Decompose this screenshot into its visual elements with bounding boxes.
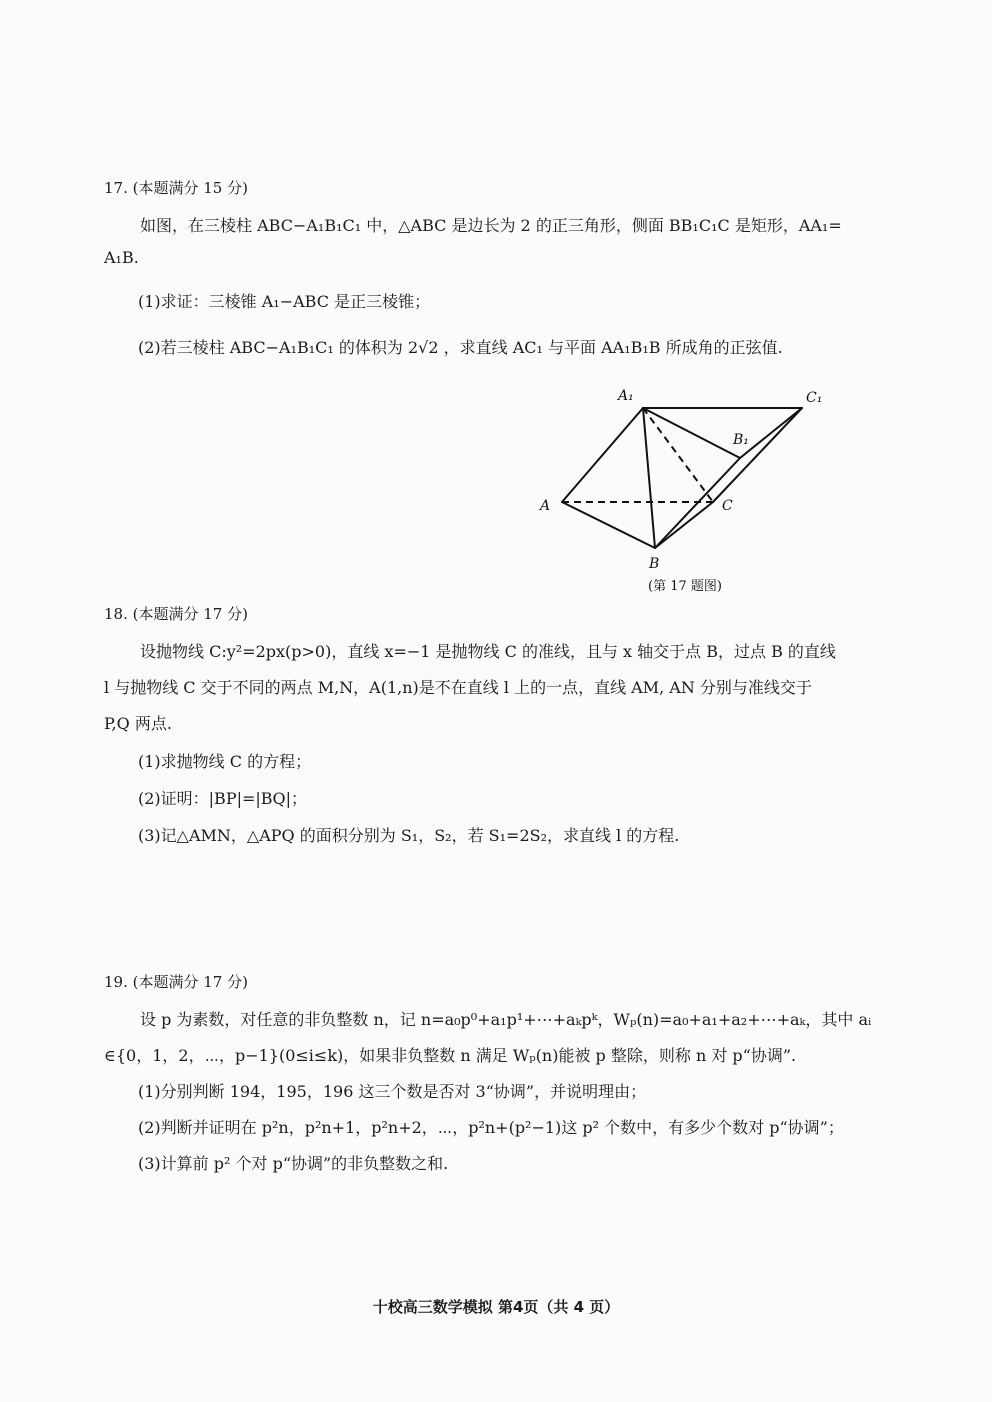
edge-a1-b	[643, 408, 655, 548]
vertex-label-a1: A₁	[618, 388, 634, 404]
question-17-stem-line-2: A₁B.	[104, 248, 139, 267]
question-18-stem-line-1: 设抛物线 C:y²=2px(p>0)，直线 x=−1 是抛物线 C 的准线，且与 x 轴交于点 B，过点 B 的直线	[140, 642, 836, 661]
vertex-label-b1: B₁	[733, 432, 749, 448]
edge-c1-b1	[740, 408, 802, 458]
edge-c1-c	[713, 408, 802, 502]
question-18-part-1: (1)求抛物线 C 的方程；	[138, 752, 312, 771]
question-19-part-1: (1)分别判断 194，195，196 这三个数是否对 3“协调”，并说明理由；	[138, 1082, 647, 1101]
question-17-part-1: (1)求证：三棱锥 A₁−ABC 是正三棱锥；	[138, 292, 431, 311]
edge-a1-c-hidden	[643, 408, 713, 502]
prism-figure	[530, 384, 840, 596]
question-19-stem-line-2: ∈{0，1，2，⋯，p−1}(0≤i≤k)，如果非负整数 n 满足 Wₚ(n)能被 p 整除，则称 n 对 p“协调”.	[104, 1046, 797, 1065]
question-19	[104, 972, 872, 1174]
edge-a1-b1	[643, 408, 740, 458]
vertex-label-b: B	[649, 556, 660, 572]
question-19-header: 19. (本题满分 17 分)	[104, 973, 248, 991]
question-18-part-2: (2)证明：|BP|=|BQ|；	[138, 789, 308, 808]
figure-caption: (第 17 题图)	[648, 579, 722, 594]
question-17-header: 17. (本题满分 15 分)	[104, 179, 248, 197]
question-18-part-3: (3)记△AMN，△APQ 的面积分别为 S₁，S₂，若 S₁=2S₂，求直线 l 的方程.	[138, 826, 680, 845]
page-footer: 十校高三数学模拟 第4页（共 4 页）	[372, 1298, 620, 1316]
question-19-stem-line-1: 设 p 为素数，对任意的非负整数 n，记 n=a₀p⁰+a₁p¹+⋯+aₖpᵏ，Wₚ(n)=a₀+a₁+a₂+⋯+aₖ，其中 aᵢ	[140, 1010, 872, 1029]
question-19-part-2: (2)判断并证明在 p²n，p²n+1，p²n+2，⋯，p²n+(p²−1)这 p² 个数中，有多少个数对 p“协调”；	[138, 1118, 844, 1137]
question-19-part-3: (3)计算前 p² 个对 p“协调”的非负整数之和.	[138, 1154, 449, 1173]
question-17-part-2: (2)若三棱柱 ABC−A₁B₁C₁ 的体积为 2√2 ，求直线 AC₁ 与平面 AA₁B₁B 所成角的正弦值.	[138, 338, 783, 357]
edge-a-b	[562, 502, 655, 548]
vertex-label-c: C	[722, 498, 733, 514]
question-18-stem-line-3: P,Q 两点.	[104, 714, 172, 733]
vertex-label-c1: C₁	[806, 390, 823, 406]
question-17	[104, 178, 864, 358]
question-18-header: 18. (本题满分 17 分)	[104, 605, 248, 623]
question-18-stem-line-2: l 与抛物线 C 交于不同的两点 M,N，A(1,n)是不在直线 l 上的一点，直线 AM, AN 分别与准线交于	[104, 678, 812, 697]
vertex-label-a: A	[540, 498, 551, 514]
question-18	[104, 604, 864, 846]
edge-a1-a	[562, 408, 643, 502]
edge-b-c	[655, 502, 713, 548]
question-17-stem-line-1: 如图，在三棱柱 ABC−A₁B₁C₁ 中，△ABC 是边长为 2 的正三角形，侧面 BB₁C₁C 是矩形，AA₁=	[140, 216, 842, 235]
